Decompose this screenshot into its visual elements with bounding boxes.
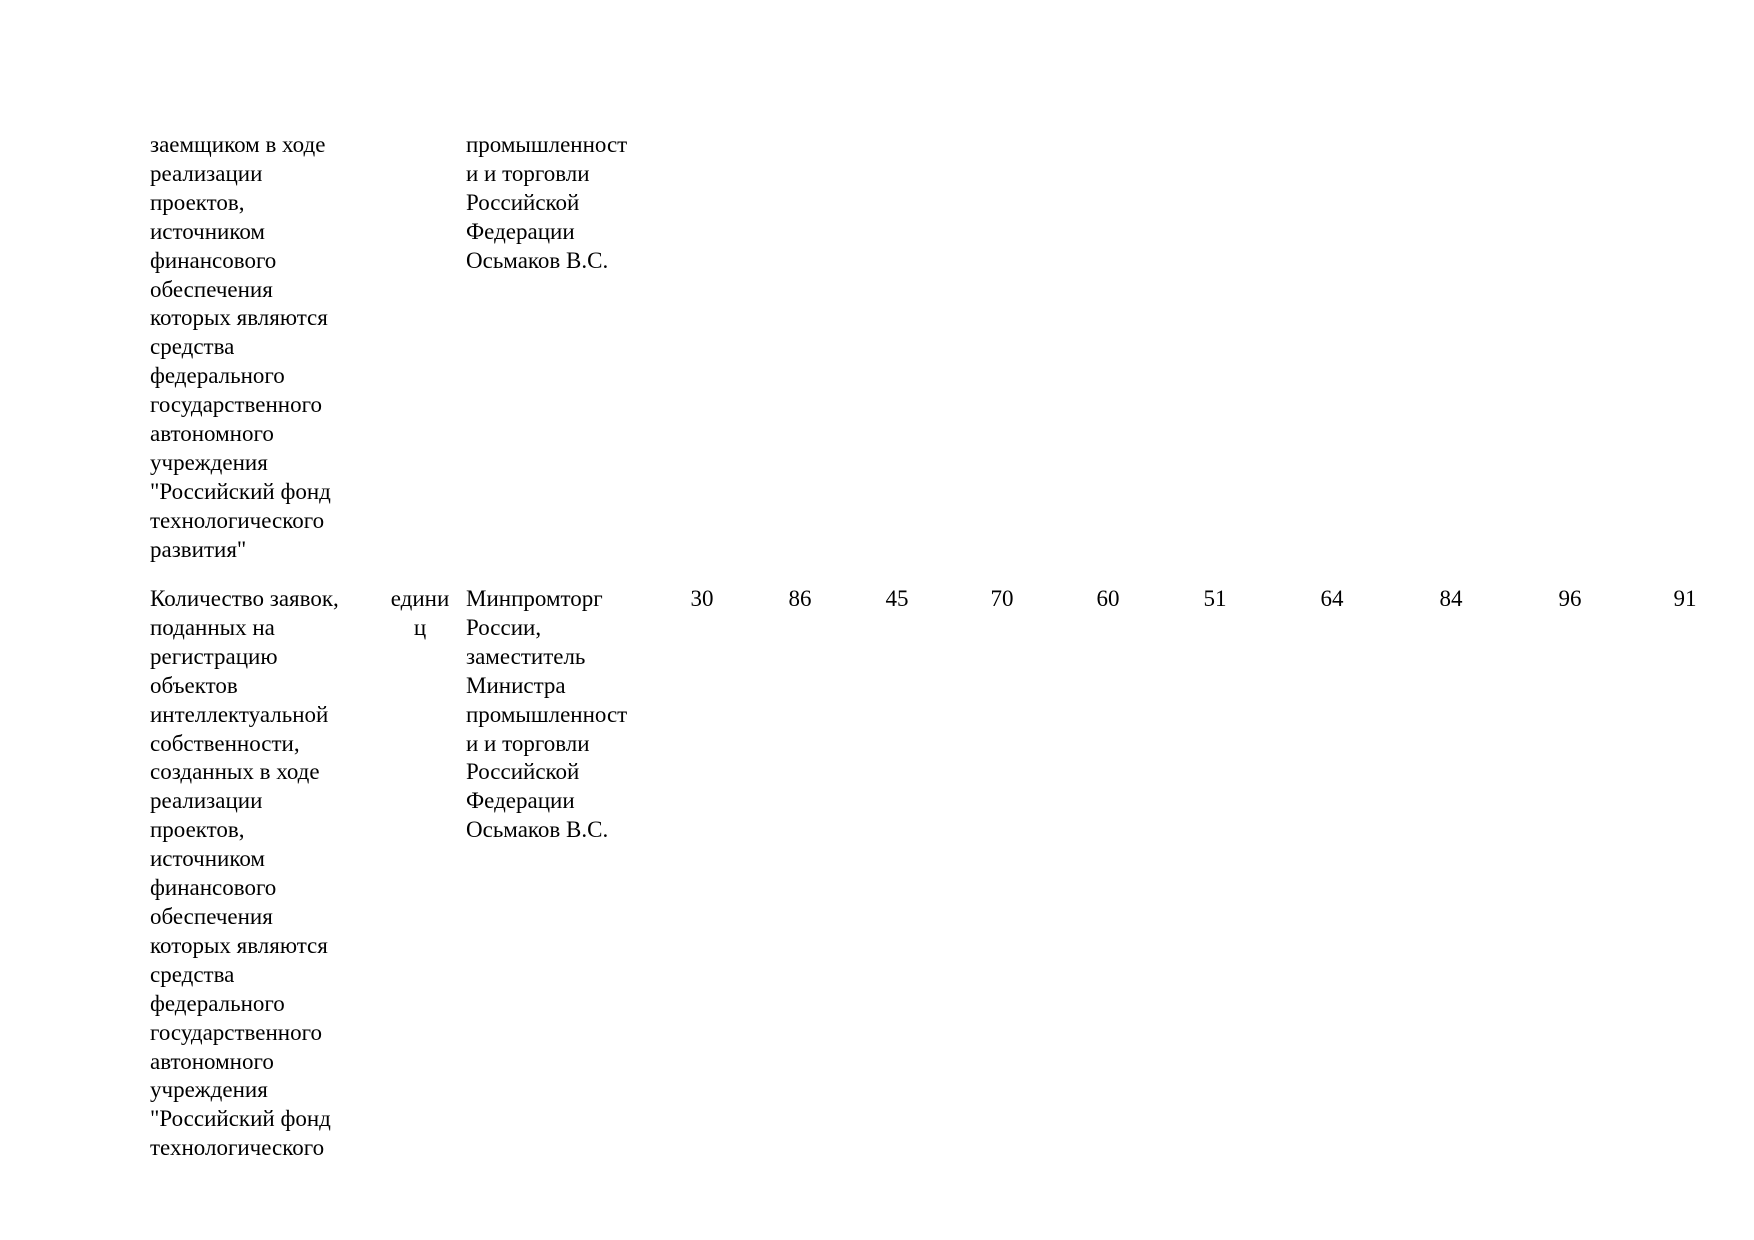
- row-2-value-7: 64: [1320, 586, 1344, 611]
- row-2-value-8: 84: [1439, 586, 1463, 611]
- row-1-indicator: заемщиком в ходе реализации проектов, источником финансового обеспечения которых являются средства федерального государственного автономного учреждения "Российский фонд технологического развития": [150, 132, 331, 562]
- row-2-value-3: 45: [885, 586, 909, 611]
- row-2-value-2: 86: [788, 586, 812, 611]
- row-2-value-9: 96: [1558, 586, 1582, 611]
- row-2-indicator: Количество заявок, поданных на регистрацию объектов интеллектуальной собственности, созданных в ходе реализации проектов, источником финансового обеспечения которых являются средства федерального государственного автономного учреждения "Российский фонд технологического: [150, 586, 339, 1161]
- row-2-value-4: 70: [990, 586, 1014, 611]
- row-2-value-1: 30: [690, 586, 714, 611]
- row-2-responsible: Минпромторг России, заместитель Министра промышленност и и торговли Российской Федерации Осьмаков В.С.: [466, 586, 628, 843]
- row-2-value-6: 51: [1203, 586, 1227, 611]
- row-2-unit: едини ц: [390, 586, 450, 640]
- row-2-value-10: 91: [1673, 586, 1697, 611]
- row-1-responsible: промышленност и и торговли Российской Федерации Осьмаков В.С.: [466, 132, 628, 273]
- row-2-value-5: 60: [1096, 586, 1120, 611]
